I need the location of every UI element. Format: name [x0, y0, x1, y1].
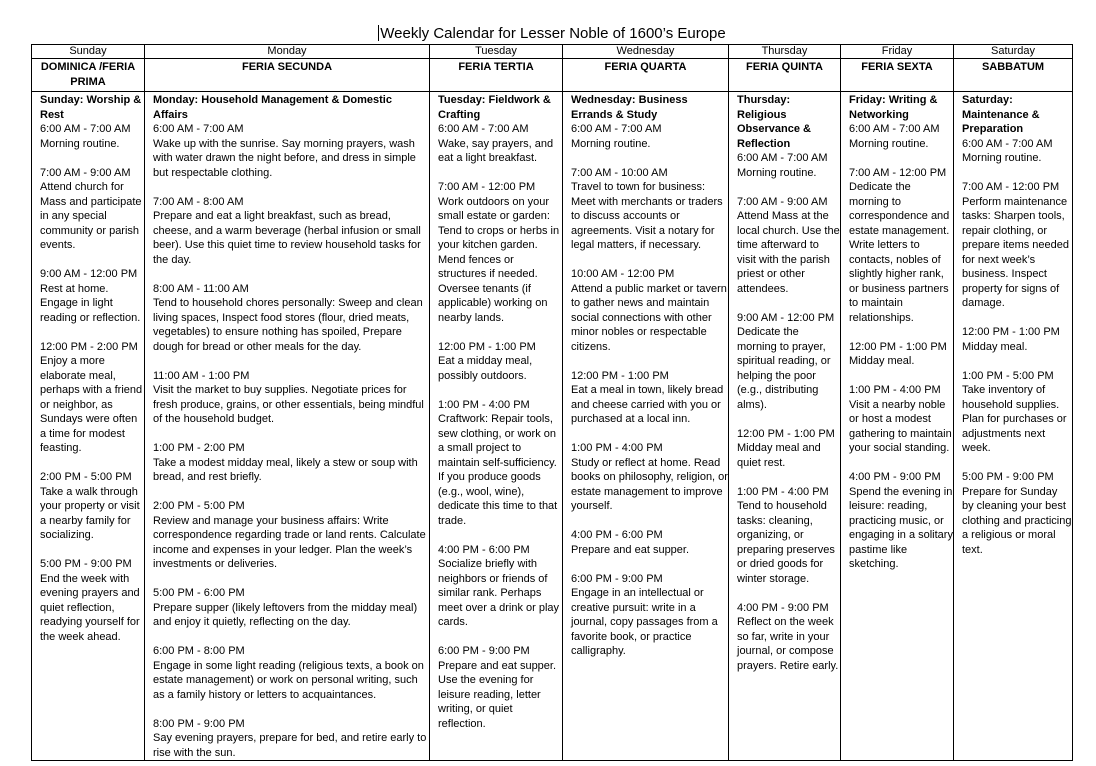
time-range: 6:00 AM - 7:00 AM: [571, 123, 662, 135]
time-block: [571, 369, 728, 427]
time-block: [438, 543, 562, 630]
activity-text: Review and manage your business affairs: Write correspondence regarding trade or land rents. Calculate income and expenses in your ledger. Plan the week’s investments or deliveries.: [153, 514, 426, 570]
time-block: [737, 601, 840, 674]
activity-text: Say evening prayers, prepare for bed, and retire early to rise with the sun.: [153, 732, 427, 759]
time-block: [438, 180, 562, 325]
time-block: [40, 166, 144, 253]
schedule-row: [32, 92, 1073, 761]
time-range: 12:00 PM - 2:00 PM: [40, 340, 138, 353]
activity-text: Rest at home. Engage in light reading or reflection.: [40, 282, 141, 324]
activity-text: Reflect on the week so far, write in your journal, or compose prayers. Retire early.: [737, 616, 839, 672]
time-range: 4:00 PM - 6:00 PM: [438, 543, 530, 556]
time-block: [153, 122, 429, 180]
day-name-sunday: Sunday: [32, 45, 145, 59]
time-block: [962, 137, 1072, 166]
time-block: [849, 166, 953, 326]
time-range: 1:00 PM - 4:00 PM: [849, 384, 941, 396]
time-block: [962, 470, 1072, 557]
time-block: [153, 586, 429, 630]
time-range: 12:00 PM - 1:00 PM: [849, 340, 947, 353]
time-block: [737, 311, 840, 413]
latin-name-sunday: DOMINICA /FERIA PRIMA: [32, 59, 145, 92]
time-range: 6:00 AM - 7:00 AM: [438, 123, 529, 135]
time-range: 11:00 AM - 1:00 PM: [153, 369, 250, 382]
time-range: 9:00 AM - 12:00 PM: [737, 311, 835, 324]
time-range: 6:00 PM - 8:00 PM: [153, 645, 245, 657]
time-range: 12:00 PM - 1:00 PM: [962, 326, 1060, 338]
activity-text: Morning routine.: [737, 166, 817, 179]
time-block: [438, 398, 562, 529]
time-block: [571, 166, 728, 253]
time-block: [737, 485, 840, 587]
activity-text: Attend a public market or tavern to gather news and maintain social connections with other minor nobles or respectable citizens.: [571, 282, 727, 353]
page-title: [0, 25, 1096, 43]
time-range: 12:00 PM - 1:00 PM: [438, 340, 536, 353]
time-range: 5:00 PM - 6:00 PM: [153, 587, 245, 599]
time-range: 1:00 PM - 4:00 PM: [737, 485, 829, 498]
schedule-cell-thursday: [729, 92, 841, 761]
activity-text: Travel to town for business: Meet with merchants or traders to discuss accounts or agreements. Visit a notary for legal matters, if necessary.: [571, 181, 723, 251]
activity-text: Craftwork: Repair tools, sew clothing, or work on a small project to maintain self-sufficiency. If you produce goods (e.g., wool, wine), dedicate this time to that trade.: [438, 413, 558, 527]
activity-text: Prepare supper (likely leftovers from the midday meal) and enjoy it quietly, reflecting on the day.: [153, 601, 418, 628]
time-range: 7:00 AM - 12:00 PM: [849, 166, 947, 179]
time-range: 7:00 AM - 12:00 PM: [962, 181, 1060, 193]
time-range: 5:00 PM - 9:00 PM: [40, 558, 132, 570]
day-heading: Wednesday: Business Errands & Study: [571, 94, 688, 121]
activity-text: Perform maintenance tasks: Sharpen tools, repair clothing, or prepare items needed for next week’s business. Inspect property for signs of damage.: [962, 195, 1070, 309]
activity-text: Dedicate the morning to prayer, spiritual reading, or helping the poor (e.g., distributing alms).: [737, 326, 831, 411]
time-block: [571, 528, 728, 557]
time-block: [849, 340, 953, 369]
time-range: 5:00 PM - 9:00 PM: [962, 471, 1054, 483]
activity-text: Take inventory of household supplies. Plan for purchases or adjustments next week.: [962, 384, 1067, 454]
activity-text: Morning routine.: [962, 152, 1042, 164]
time-range: 4:00 PM - 9:00 PM: [849, 471, 941, 483]
time-block: [40, 340, 144, 456]
time-block: [849, 122, 953, 151]
activity-text: Take a walk through your property or visit a nearby family for socializing.: [40, 485, 140, 541]
activity-text: Enjoy a more elaborate meal, perhaps with a friend or neighbor, as Sundays were often a time for modest feasting.: [40, 355, 143, 454]
activity-text: Morning routine.: [571, 137, 651, 150]
time-range: 4:00 PM - 9:00 PM: [737, 601, 829, 614]
latin-name-wednesday: FERIA QUARTA: [563, 59, 729, 92]
time-block: [153, 369, 429, 427]
time-block: [849, 470, 953, 572]
time-block: [438, 122, 562, 166]
page-title-text: Weekly Calendar for Lesser Noble of 1600’s Europe: [380, 25, 726, 42]
time-block: [40, 267, 144, 325]
activity-text: Socialize briefly with neighbors or friends of similar rank. Perhaps meet over a drink or play cards.: [438, 558, 560, 628]
latin-name-saturday: SABBATUM: [954, 59, 1073, 92]
day-name-wednesday: Wednesday: [563, 45, 729, 59]
day-name-friday: Friday: [841, 45, 954, 59]
time-block: [571, 122, 728, 151]
time-range: 7:00 AM - 12:00 PM: [438, 181, 536, 193]
time-range: 6:00 PM - 9:00 PM: [438, 645, 530, 657]
time-range: 7:00 AM - 9:00 AM: [737, 195, 828, 208]
time-block: [153, 195, 429, 268]
activity-text: Visit a nearby noble or host a modest gathering to maintain your social standing.: [849, 398, 952, 454]
time-range: 6:00 AM - 7:00 AM: [962, 137, 1053, 150]
day-heading: Saturday: Maintenance & Preparation: [962, 94, 1040, 135]
time-block: [571, 572, 728, 659]
latin-name-friday: FERIA SEXTA: [841, 59, 954, 92]
activity-text: Prepare and eat supper. Use the evening for leisure reading, letter writing, or quiet reflection.: [438, 659, 557, 730]
time-block: [962, 180, 1072, 311]
activity-text: Take a modest midday meal, likely a stew or soup with bread, and rest briefly.: [153, 456, 418, 483]
activity-text: Tend to household chores personally: Sweep and clean living spaces, Inspect food stores (flour, dried meats, vegetables) to ensure nothing has spoiled, Prepare dough for bread or other meals for the day.: [153, 297, 423, 353]
time-block: [571, 441, 728, 514]
time-block: [962, 325, 1072, 354]
schedule-cell-wednesday: [563, 92, 729, 761]
day-heading: Thursday: Religious Observance & Reflection: [737, 94, 811, 150]
day-name-tuesday: Tuesday: [430, 45, 563, 59]
activity-text: Midday meal.: [962, 340, 1028, 353]
schedule-cell-saturday: [954, 92, 1073, 761]
schedule-cell-friday: [841, 92, 954, 761]
time-range: 2:00 PM - 5:00 PM: [40, 471, 132, 483]
time-range: 7:00 AM - 9:00 AM: [40, 166, 131, 179]
time-range: 1:00 PM - 4:00 PM: [571, 442, 663, 454]
time-range: 7:00 AM - 8:00 AM: [153, 195, 244, 208]
schedule-cell-sunday: [32, 92, 145, 761]
day-name-thursday: Thursday: [729, 45, 841, 59]
time-block: [849, 383, 953, 456]
time-range: 2:00 PM - 5:00 PM: [153, 500, 245, 512]
time-range: 9:00 AM - 12:00 PM: [40, 268, 138, 280]
day-name-monday: Monday: [145, 45, 430, 59]
time-block: [40, 470, 144, 543]
time-range: 8:00 AM - 11:00 AM: [153, 282, 249, 295]
time-range: 8:00 PM - 9:00 PM: [153, 717, 245, 730]
day-name-row: [32, 45, 1073, 59]
activity-text: Dedicate the morning to correspondence and estate management. Write letters to contacts, nobles of slightly higher rank, or business partners to maintain relationships.: [849, 181, 950, 324]
time-block: [153, 717, 429, 761]
day-heading: Friday: Writing & Networking: [849, 94, 938, 121]
time-range: 12:00 PM - 1:00 PM: [571, 369, 669, 382]
activity-text: Prepare and eat a light breakfast, such as bread, cheese, and a warm beverage (herbal infusion or small beer). Use this quiet time to review household tasks for the day.: [153, 210, 421, 266]
activity-text: Work outdoors on your small estate or garden: Tend to crops or herbs in your kitchen garden. Mend fences or structures if needed. Oversee tenants (if applicable) working on nearby lands.: [438, 195, 560, 324]
time-block: [438, 340, 562, 384]
activity-text: Morning routine.: [40, 137, 120, 150]
day-heading: Sunday: Worship & Rest: [40, 94, 142, 121]
day-heading: Monday: Household Management & Domestic Affairs: [153, 94, 392, 121]
time-range: 10:00 AM - 12:00 PM: [571, 268, 675, 280]
activity-text: Wake, say prayers, and eat a light breakfast.: [438, 137, 554, 164]
latin-name-monday: FERIA SECUNDA: [145, 59, 430, 92]
activity-text: Tend to household tasks: cleaning, organizing, or preparing preserves or dried goods for winter storage.: [737, 500, 835, 585]
time-block: [153, 282, 429, 355]
time-range: 6:00 PM - 9:00 PM: [571, 572, 663, 585]
time-block: [153, 441, 429, 485]
schedule-cell-tuesday: [430, 92, 563, 761]
time-range: 7:00 AM - 10:00 AM: [571, 166, 668, 179]
activity-text: Morning routine.: [849, 137, 929, 150]
activity-text: End the week with evening prayers and quiet reflection, readying yourself for the week ahead.: [40, 572, 140, 643]
activity-text: Eat a meal in town, likely bread and cheese carried with you or purchased at a local inn.: [571, 384, 724, 425]
time-block: [737, 427, 840, 471]
activity-text: Midday meal.: [849, 355, 915, 367]
activity-text: Engage in an intellectual or creative pursuit: write in a journal, copy passages from a favorite book, or practice calligraphy.: [571, 587, 718, 657]
time-range: 1:00 PM - 4:00 PM: [438, 398, 530, 411]
activity-text: Spend the evening in leisure: reading, practicing music, or engaging in a solitary pastime like sketching.: [849, 485, 953, 570]
time-range: 4:00 PM - 6:00 PM: [571, 529, 663, 541]
time-block: [737, 151, 840, 180]
activity-text: Eat a midday meal, possibly outdoors.: [438, 355, 533, 382]
latin-name-tuesday: FERIA TERTIA: [430, 59, 563, 92]
time-block: [737, 195, 840, 297]
time-range: 12:00 PM - 1:00 PM: [737, 427, 835, 440]
time-range: 1:00 PM - 5:00 PM: [962, 369, 1054, 382]
schedule-cell-monday: [145, 92, 430, 761]
time-block: [962, 369, 1072, 456]
activity-text: Wake up with the sunrise. Say morning prayers, wash with water drawn the night before, and dress in simple but respectable clothing.: [153, 137, 416, 179]
activity-text: Prepare and eat supper.: [571, 543, 690, 556]
time-range: 6:00 AM - 7:00 AM: [153, 123, 244, 135]
time-block: [40, 122, 144, 151]
time-range: 1:00 PM - 2:00 PM: [153, 442, 245, 454]
time-block: [438, 644, 562, 731]
time-block: [153, 644, 429, 702]
day-heading: Tuesday: Fieldwork & Crafting: [438, 94, 551, 121]
time-range: 6:00 AM - 7:00 AM: [737, 152, 828, 164]
activity-text: Midday meal and quiet rest.: [737, 442, 821, 469]
time-range: 6:00 AM - 7:00 AM: [40, 123, 131, 135]
activity-text: Engage in some light reading (religious texts, a book on estate management) or work on personal writing, such as a family history or letters to acquaintances.: [153, 659, 424, 701]
weekly-calendar-table: [31, 44, 1073, 761]
time-block: [40, 557, 144, 644]
time-range: 6:00 AM - 7:00 AM: [849, 123, 940, 135]
time-block: [153, 499, 429, 572]
latin-name-row: [32, 59, 1073, 92]
day-name-saturday: Saturday: [954, 45, 1073, 59]
activity-text: Attend Mass at the local church. Use the time afterward to visit with the parish priest or other attendees.: [737, 210, 840, 295]
time-block: [571, 267, 728, 354]
activity-text: Prepare for Sunday by cleaning your best clothing and practicing a religious or moral text.: [962, 485, 1072, 556]
latin-name-thursday: FERIA QUINTA: [729, 59, 841, 92]
activity-text: Visit the market to buy supplies. Negotiate prices for fresh produce, grains, or other essentials, being mindful of the household budget.: [153, 384, 424, 425]
activity-text: Attend church for Mass and participate in any special community or parish events.: [40, 181, 142, 251]
activity-text: Study or reflect at home. Read books on philosophy, religion, or estate management to improve yourself.: [571, 456, 728, 512]
